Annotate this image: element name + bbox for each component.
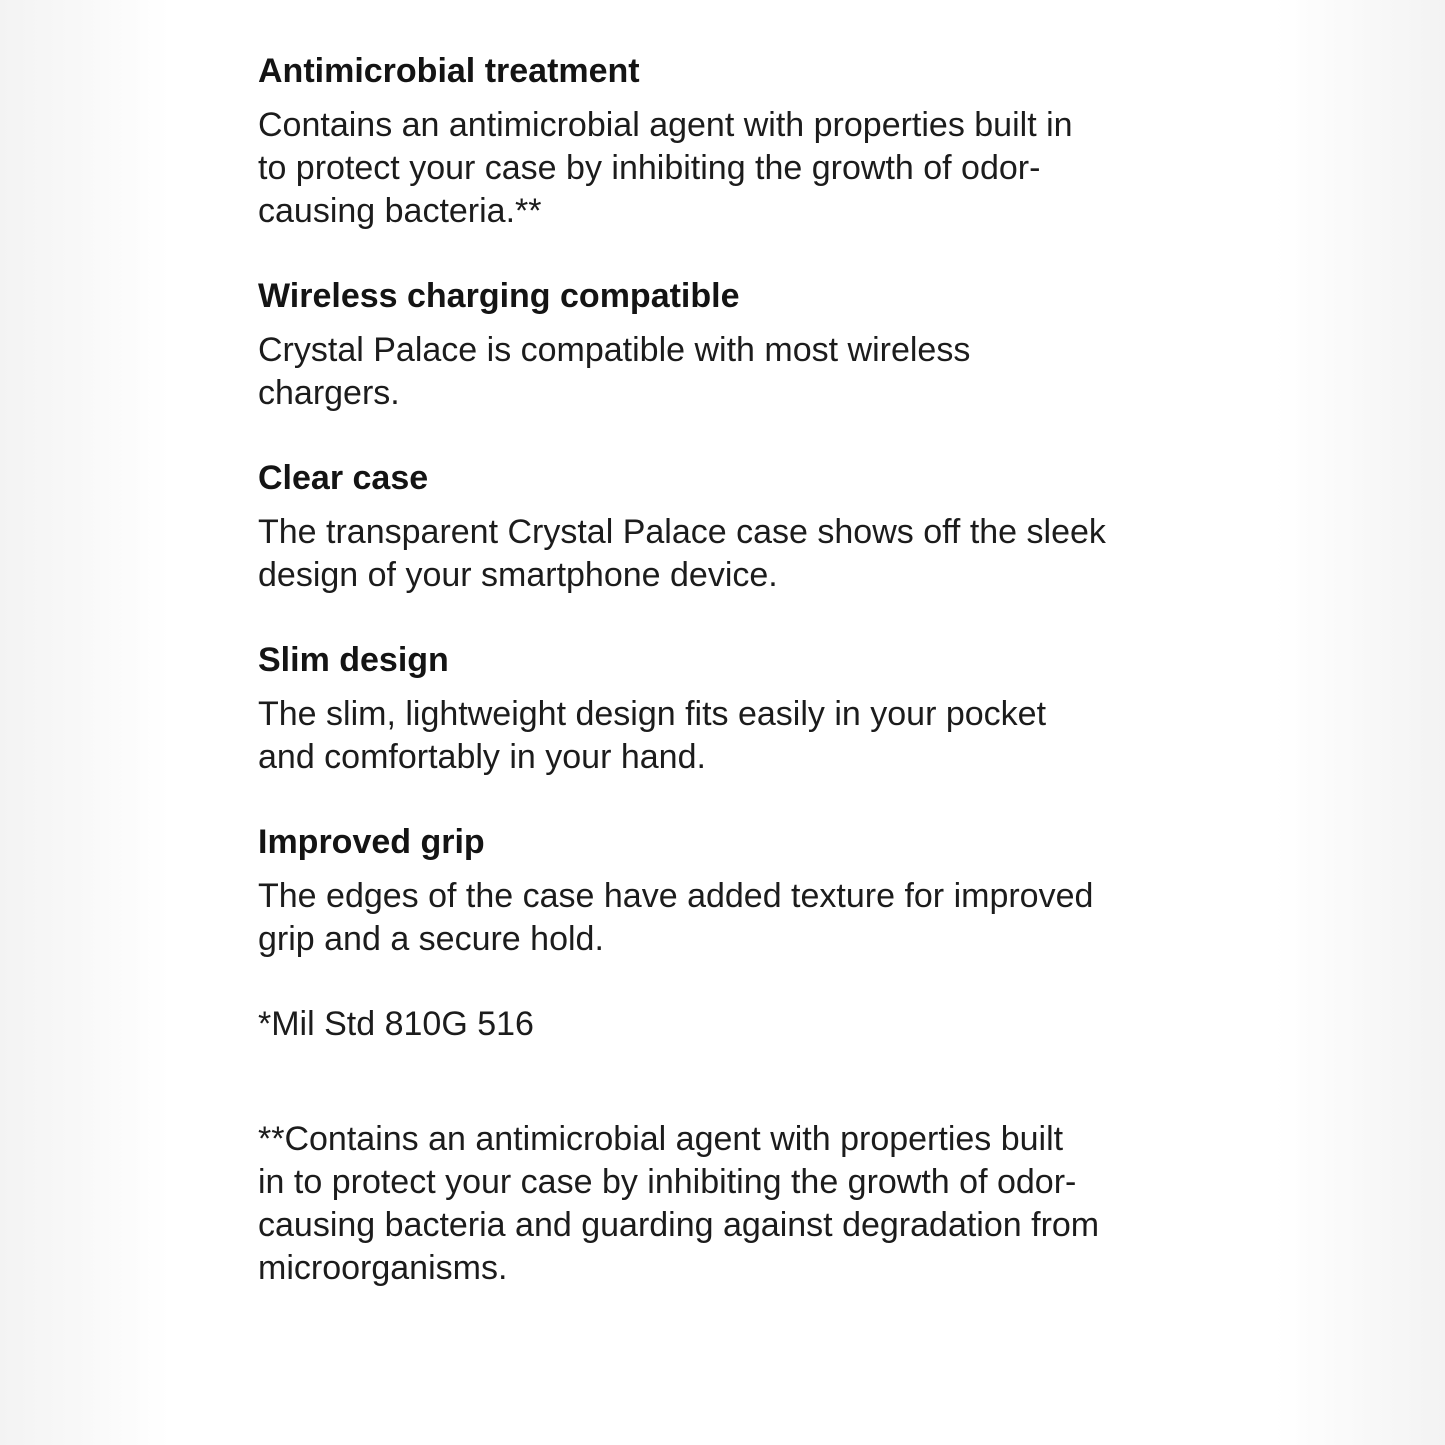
desc-line: Contains an antimicrobial agent with properties built in — [258, 106, 1073, 144]
feature-list — [258, 50, 1248, 1290]
feature-description — [258, 104, 1248, 233]
desc-line: chargers. — [258, 374, 400, 412]
feature-antimicrobial — [258, 50, 1248, 233]
feature-description — [258, 875, 1248, 961]
desc-line: design of your smartphone device. — [258, 556, 778, 594]
feature-improved-grip — [258, 821, 1248, 961]
feature-title: Clear case — [258, 459, 429, 497]
feature-title: Improved grip — [258, 823, 485, 861]
desc-line: and comfortably in your hand. — [258, 738, 706, 776]
feature-wireless-charging — [258, 275, 1248, 415]
desc-line: The edges of the case have added texture for improved — [258, 877, 1094, 915]
feature-title: Wireless charging compatible — [258, 277, 740, 315]
footnote-mil-std: *Mil Std 810G 516 — [258, 1005, 534, 1043]
feature-description — [258, 693, 1248, 779]
footnote-line: microorganisms. — [258, 1249, 508, 1287]
desc-line: to protect your case by inhibiting the growth of odor- — [258, 149, 1041, 187]
desc-line: grip and a secure hold. — [258, 920, 604, 958]
feature-title: Slim design — [258, 641, 449, 679]
feature-description — [258, 329, 1248, 415]
feature-description — [258, 511, 1248, 597]
desc-line: Crystal Palace is compatible with most wireless — [258, 331, 971, 369]
footnote-antimicrobial — [258, 1118, 1248, 1290]
feature-slim-design — [258, 639, 1248, 779]
right-edge-shade — [1275, 0, 1445, 1445]
footnote-line: **Contains an antimicrobial agent with properties built — [258, 1120, 1064, 1158]
feature-clear-case — [258, 457, 1248, 597]
desc-line: causing bacteria.** — [258, 192, 542, 230]
left-edge-shade — [0, 0, 170, 1445]
feature-title: Antimicrobial treatment — [258, 52, 640, 90]
desc-line: The slim, lightweight design fits easily in your pocket — [258, 695, 1047, 733]
footnote-line: causing bacteria and guarding against degradation from — [258, 1206, 1100, 1244]
footnote-line: in to protect your case by inhibiting the growth of odor- — [258, 1163, 1077, 1201]
desc-line: The transparent Crystal Palace case shows off the sleek — [258, 513, 1106, 551]
